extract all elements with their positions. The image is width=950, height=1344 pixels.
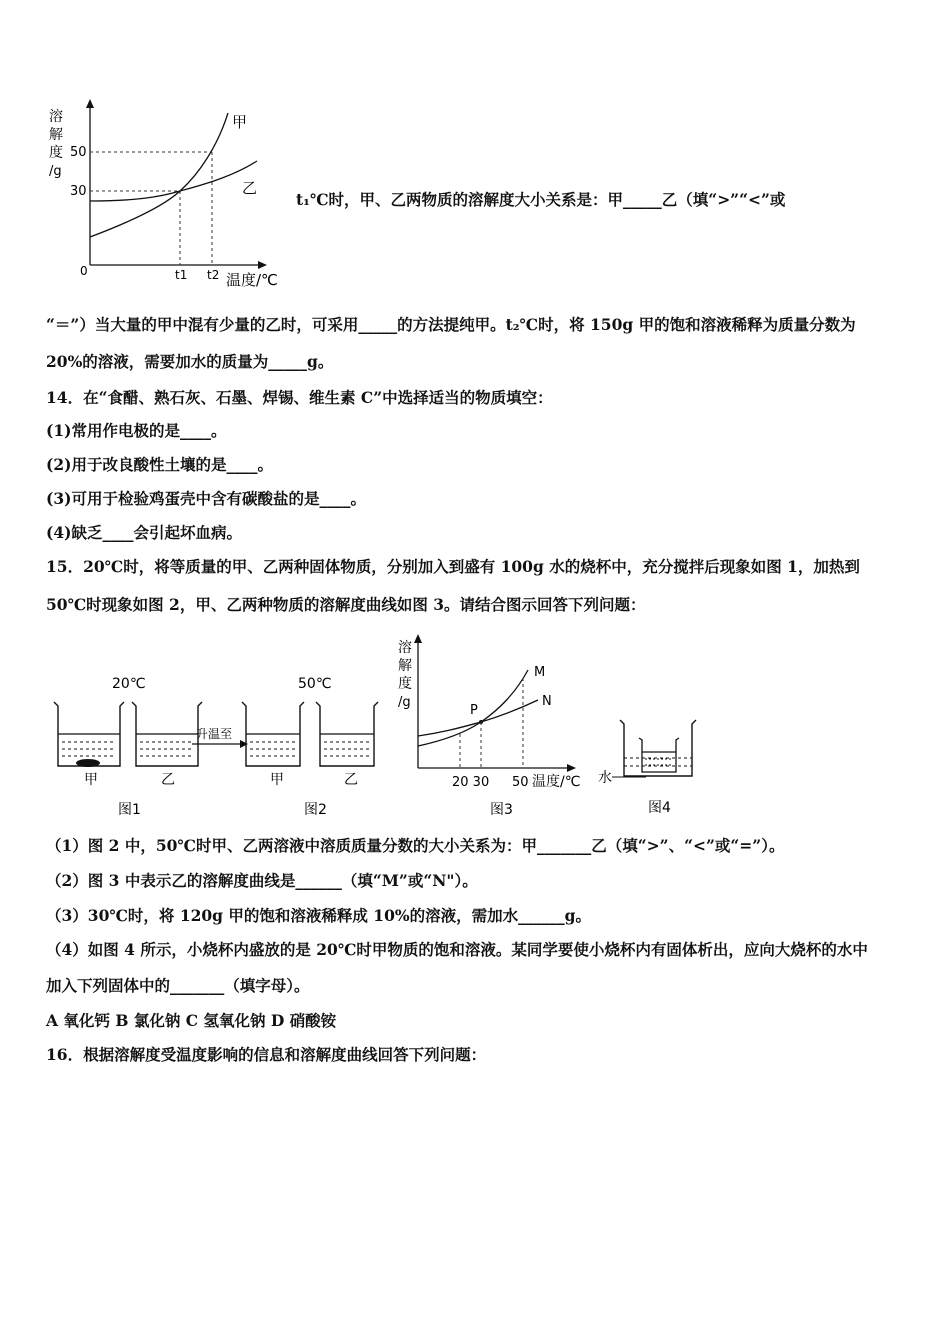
fig4-small-beaker (639, 738, 679, 772)
graph1-origin: 0 (80, 264, 88, 278)
fig3-label-p: P (470, 703, 478, 718)
fig3-ylabel-3: 度 (398, 676, 412, 692)
solubility-graph-1 (40, 95, 290, 295)
graph1-ylabel-2: 解 (49, 127, 63, 143)
fig3-x-ticks: 20 30 (452, 775, 490, 790)
q16-stem: 16．根据溶解度受温度影响的信息和溶解度曲线回答下列问题： (46, 1045, 487, 1064)
graph1-curve-jia (90, 113, 228, 237)
fig2-beaker-yi (316, 702, 378, 766)
q15-options: A 氧化钙 B 氯化钠 C 氢氧化钠 D 硝酸铵 (46, 1011, 337, 1030)
graph1-tick-t2: t2 (207, 268, 220, 282)
q15-q4-line1: （4）如图 4 所示，小烧杯内盛放的是 20℃时甲物质的饱和溶液。某同学要使小烧杯内有固体析出，应向大烧杯的水中 (46, 940, 868, 959)
heat-arrow-head (240, 740, 248, 748)
fig3-label-n: N (542, 694, 552, 709)
fig2-caption: 图2 (304, 802, 327, 818)
q15-q1: （1）图 2 中，50℃时甲、乙两溶液中溶质质量分数的大小关系为：甲_______乙（填“>”、“<”或“=”）。 (46, 836, 785, 855)
fig1-temp: 20℃ (112, 676, 146, 692)
fig1-caption: 图1 (118, 802, 141, 818)
fig2-beaker-jia (242, 702, 304, 766)
q15-q4-line2: 加入下列固体中的_______（填字母）。 (46, 976, 310, 995)
fig3-x-arrow (567, 764, 576, 772)
graph1-tick-30: 30 (70, 184, 87, 199)
fig3-ylabel-2: 解 (398, 658, 412, 674)
graph1-ylabel-3: 度 (49, 145, 63, 161)
fig3-ylabel-4: /g (398, 695, 411, 710)
graph1-x-arrow (258, 261, 267, 269)
fig1-label-jia: 甲 (84, 772, 98, 788)
graph1-y-arrow (86, 99, 94, 108)
fig2-label-yi: 乙 (344, 772, 358, 788)
fig1-beaker-yi (132, 702, 202, 766)
q14-item-1: (1)常用作电极的是____。 (46, 421, 227, 440)
q15-figures (46, 628, 716, 823)
fig3-ylabel-1: 溶 (398, 640, 412, 656)
q14-item-4: (4)缺乏____会引起坏血病。 (46, 523, 242, 542)
fig3-label-m: M (534, 665, 546, 680)
q14-item-3: (3)可用于检验鸡蛋壳中含有碳酸盐的是____。 (46, 489, 366, 508)
fig4-water-label: 水 (598, 770, 612, 786)
q15-stem-2: 50℃时现象如图 2，甲、乙两种物质的溶解度曲线如图 3。请结合图示回答下列问题： (46, 595, 646, 614)
q15-stem-1: 15．20℃时，将等质量的甲、乙两种固体物质，分别加入到盛有 100g 水的烧杯中，充分搅拌后现象如图 1，加热到 (46, 557, 860, 576)
q13-line3: 20%的溶液，需要加水的质量为_____g。 (46, 352, 334, 371)
graph1-curve-yi (90, 161, 257, 201)
fig4-caption: 图4 (648, 800, 671, 816)
fig2-temp: 50℃ (298, 676, 332, 692)
graph1-ylabel-1: 溶 (49, 109, 63, 125)
fig3-caption: 图3 (490, 802, 513, 818)
fig3-y-arrow (414, 634, 422, 643)
fig2-label-jia: 甲 (270, 772, 284, 788)
fig3-xlabel: 温度/℃ (532, 774, 581, 790)
fig4-large-beaker (620, 720, 696, 776)
fig3-curve-n (418, 700, 538, 736)
fig1-beaker-jia (54, 702, 124, 767)
q13-line1: t₁℃时，甲、乙两物质的溶解度大小关系是：甲_____乙（填“>”“<”或 (296, 190, 786, 209)
graph1-xlabel: 温度/℃ (226, 271, 278, 289)
graph1-tick-50: 50 (70, 145, 87, 160)
q15-q2: （2）图 3 中表示乙的溶解度曲线是______（填“M”或“N"）。 (46, 871, 478, 890)
graph1-label-jia: 甲 (232, 113, 248, 131)
fig1-label-yi: 乙 (161, 772, 175, 788)
graph1-ylabel-4: /g (49, 164, 62, 179)
q14-stem: 14．在“食醋、熟石灰、石墨、焊锡、维生素 C”中选择适当的物质填空： (46, 388, 553, 407)
fig3-tick-50: 50 (512, 775, 529, 790)
q14-item-2: (2)用于改良酸性土壤的是____。 (46, 455, 273, 474)
q13-line2: “＝”）当大量的甲中混有少量的乙时，可采用_____的方法提纯甲。t₂℃时，将 150g 甲的饱和溶液稀释为质量分数为 (46, 315, 856, 334)
graph1-label-yi: 乙 (242, 179, 258, 197)
graph1-tick-t1: t1 (175, 268, 188, 282)
q15-q3: （3）30℃时，将 120g 甲的饱和溶液稀释成 10%的溶液，需加水______g。 (46, 906, 591, 925)
fig1-solid (76, 759, 100, 767)
arrow-label: 升温至 (196, 727, 233, 741)
